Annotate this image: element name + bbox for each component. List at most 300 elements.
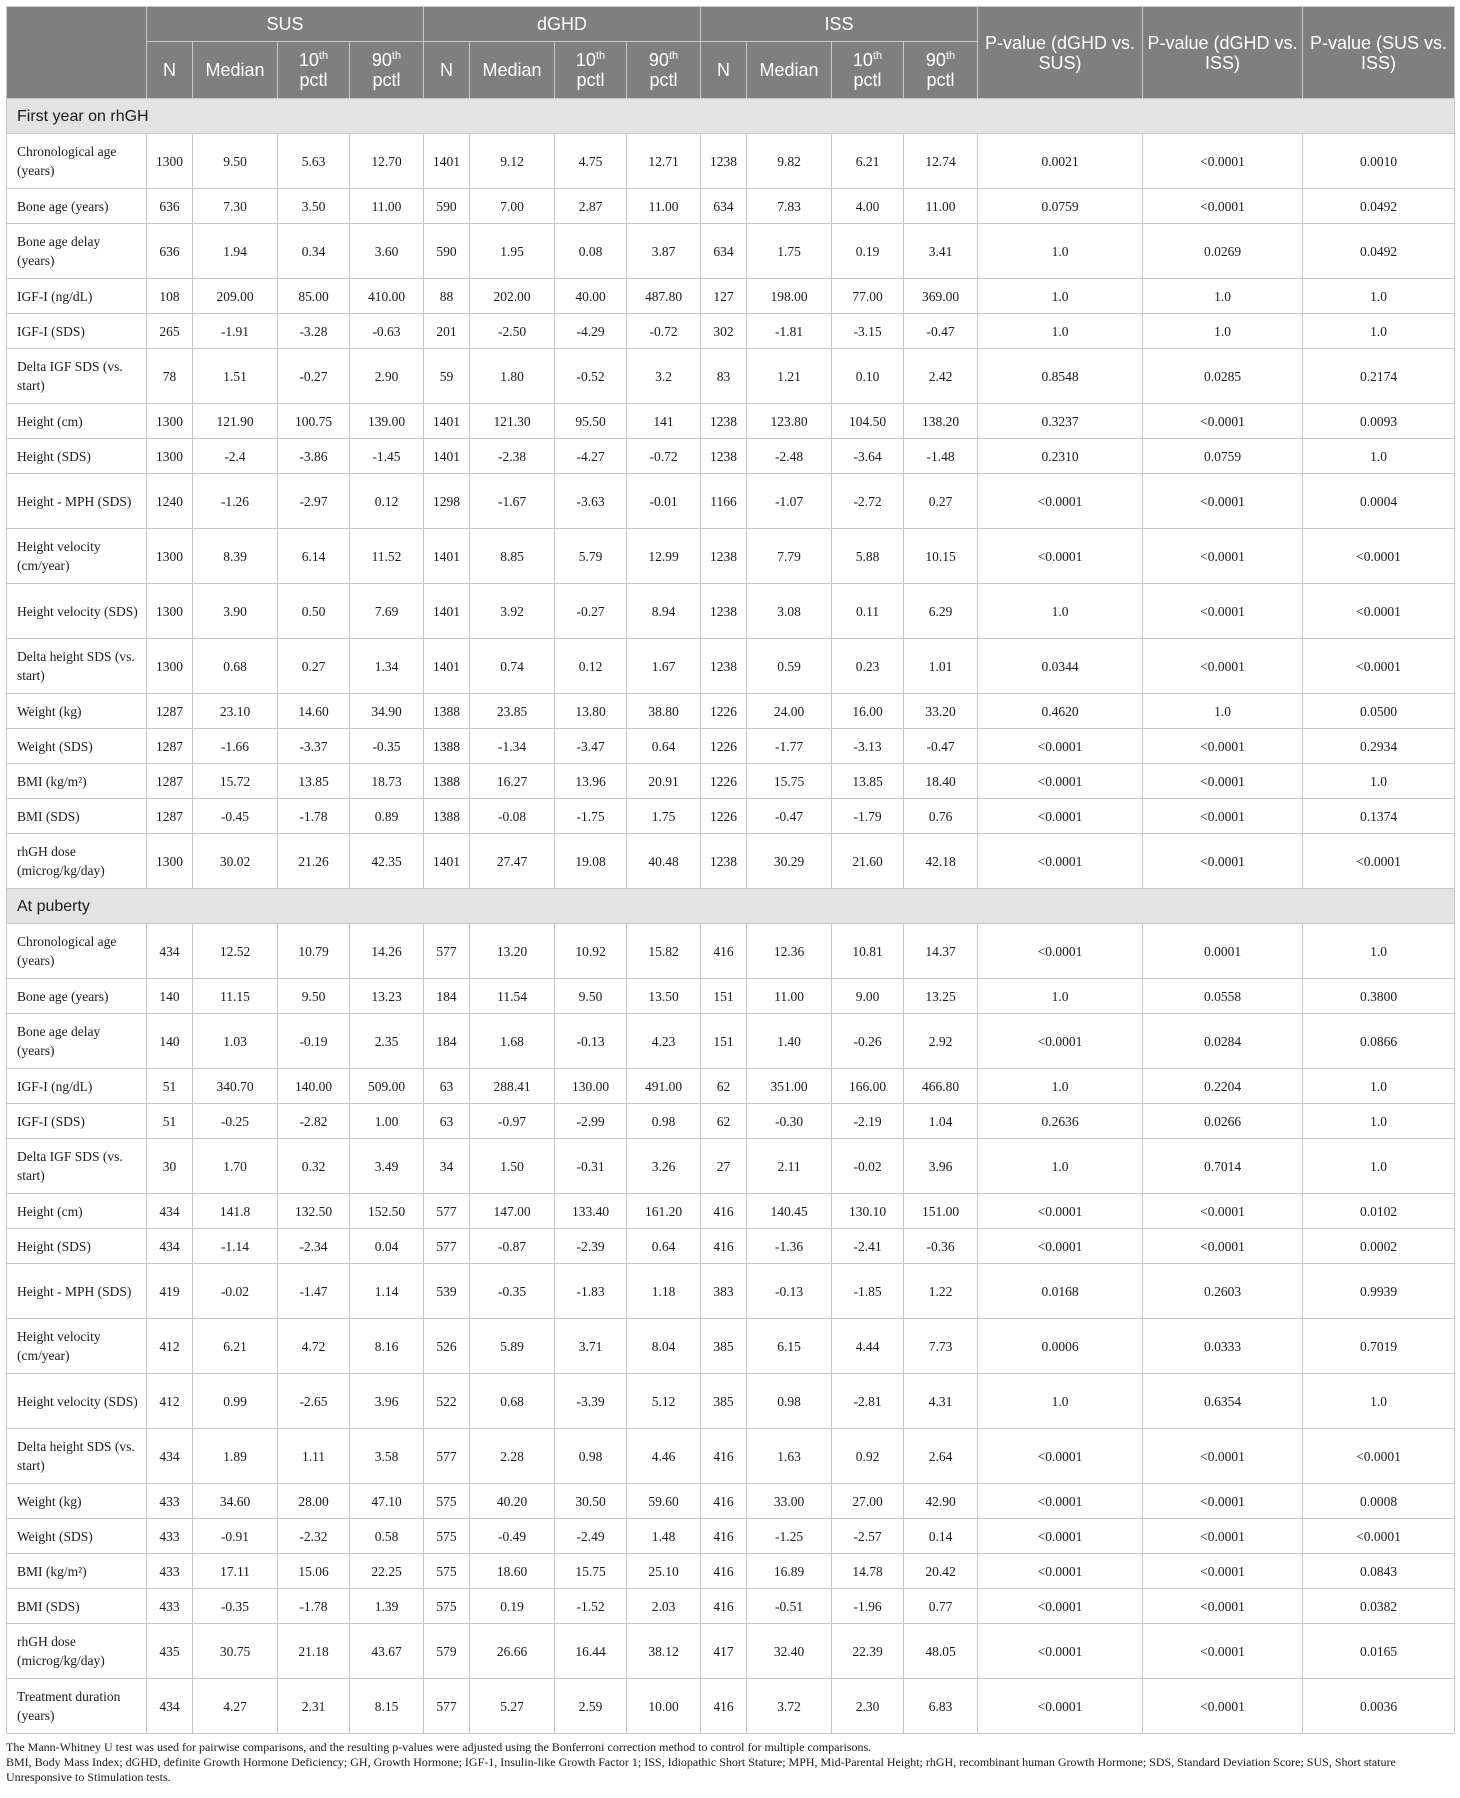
table-cell: 577 — [424, 1194, 470, 1229]
table-cell: 48.05 — [904, 1624, 978, 1679]
table-cell: -2.34 — [278, 1229, 350, 1264]
table-cell: 26.66 — [470, 1624, 555, 1679]
table-cell: 539 — [424, 1264, 470, 1319]
table-cell: 1.03 — [193, 1014, 278, 1069]
table-cell: <0.0001 — [978, 729, 1143, 764]
table-cell: 6.15 — [747, 1319, 832, 1374]
table-cell: 14.78 — [832, 1554, 904, 1589]
pvalue-header-sus-vs-iss: P-value (SUS vs. ISS) — [1303, 7, 1455, 99]
table-cell: 15.82 — [627, 924, 701, 979]
table-cell: 0.8548 — [978, 349, 1143, 404]
table-cell: 34.60 — [193, 1484, 278, 1519]
table-cell: -2.57 — [832, 1519, 904, 1554]
table-cell: 1.11 — [278, 1429, 350, 1484]
table-cell: 1388 — [424, 694, 470, 729]
table-cell: 18.73 — [350, 764, 424, 799]
table-cell: 15.72 — [193, 764, 278, 799]
table-cell: 0.64 — [627, 729, 701, 764]
table-cell: <0.0001 — [1143, 134, 1303, 189]
table-row — [7, 1589, 1455, 1624]
table-cell: 1.00 — [350, 1104, 424, 1139]
table-cell: 10.79 — [278, 924, 350, 979]
table-cell: 0.59 — [747, 639, 832, 694]
row-label: Delta height SDS (vs. start) — [7, 639, 147, 694]
table-cell: -3.13 — [832, 729, 904, 764]
row-label: Height (cm) — [7, 1194, 147, 1229]
table-cell: <0.0001 — [978, 1624, 1143, 1679]
row-label: Weight (SDS) — [7, 1519, 147, 1554]
table-row — [7, 694, 1455, 729]
table-cell: 3.92 — [470, 584, 555, 639]
table-cell: 1.22 — [904, 1264, 978, 1319]
row-label: BMI (kg/m²) — [7, 764, 147, 799]
table-cell: 3.49 — [350, 1139, 424, 1194]
table-cell: 3.50 — [278, 189, 350, 224]
row-label: Height (cm) — [7, 404, 147, 439]
table-cell: 1.0 — [1303, 764, 1455, 799]
row-label: Treatment duration (years) — [7, 1679, 147, 1734]
table-cell: 42.90 — [904, 1484, 978, 1519]
table-cell: 0.23 — [832, 639, 904, 694]
table-cell: 121.30 — [470, 404, 555, 439]
table-cell: -1.96 — [832, 1589, 904, 1624]
table-cell: 10.15 — [904, 529, 978, 584]
table-cell: 0.2934 — [1303, 729, 1455, 764]
table-cell: 1.0 — [1303, 1374, 1455, 1429]
table-cell: 4.23 — [627, 1014, 701, 1069]
table-cell: 12.70 — [350, 134, 424, 189]
table-cell: 11.52 — [350, 529, 424, 584]
table-cell: 1.01 — [904, 639, 978, 694]
table-cell: -0.01 — [627, 474, 701, 529]
table-cell: -1.77 — [747, 729, 832, 764]
row-label: IGF-I (SDS) — [7, 314, 147, 349]
table-cell: 526 — [424, 1319, 470, 1374]
table-cell: 1300 — [147, 639, 193, 694]
table-cell: -0.19 — [278, 1014, 350, 1069]
table-cell: 410.00 — [350, 279, 424, 314]
table-cell: 63 — [424, 1069, 470, 1104]
table-cell: 1238 — [701, 404, 747, 439]
table-cell: <0.0001 — [978, 1014, 1143, 1069]
table-cell: 32.40 — [747, 1624, 832, 1679]
table-cell: 3.71 — [555, 1319, 627, 1374]
table-cell: 1.50 — [470, 1139, 555, 1194]
table-cell: 4.00 — [832, 189, 904, 224]
table-cell: <0.0001 — [978, 1554, 1143, 1589]
table-cell: 85.00 — [278, 279, 350, 314]
table-cell: -0.31 — [555, 1139, 627, 1194]
table-cell: 83 — [701, 349, 747, 404]
table-cell: 577 — [424, 924, 470, 979]
table-cell: 416 — [701, 1194, 747, 1229]
table-cell: 3.72 — [747, 1679, 832, 1734]
table-cell: 0.19 — [470, 1589, 555, 1624]
table-cell: 12.52 — [193, 924, 278, 979]
table-cell: 1.95 — [470, 224, 555, 279]
table-cell: 8.39 — [193, 529, 278, 584]
table-cell: 433 — [147, 1589, 193, 1624]
table-cell: 40.48 — [627, 834, 701, 889]
table-cell: 12.99 — [627, 529, 701, 584]
table-row — [7, 729, 1455, 764]
table-cell: 491.00 — [627, 1069, 701, 1104]
table-cell: 0.99 — [193, 1374, 278, 1429]
table-cell: -0.91 — [193, 1519, 278, 1554]
table-cell: -1.78 — [278, 799, 350, 834]
table-cell: 1.0 — [1303, 1139, 1455, 1194]
table-cell: -2.82 — [278, 1104, 350, 1139]
table-cell: -0.27 — [555, 584, 627, 639]
table-cell: 23.85 — [470, 694, 555, 729]
table-cell: 51 — [147, 1069, 193, 1104]
table-cell: 0.0010 — [1303, 134, 1455, 189]
table-cell: 0.98 — [747, 1374, 832, 1429]
table-cell: 62 — [701, 1069, 747, 1104]
table-cell: 0.08 — [555, 224, 627, 279]
table-cell: -1.78 — [278, 1589, 350, 1624]
table-cell: 40.00 — [555, 279, 627, 314]
table-cell: 38.12 — [627, 1624, 701, 1679]
table-cell: 0.98 — [627, 1104, 701, 1139]
table-cell: -3.37 — [278, 729, 350, 764]
table-cell: 21.26 — [278, 834, 350, 889]
table-cell: 13.96 — [555, 764, 627, 799]
table-cell: 2.90 — [350, 349, 424, 404]
table-row — [7, 279, 1455, 314]
table-cell: 10.00 — [627, 1679, 701, 1734]
table-cell: 1300 — [147, 134, 193, 189]
table-cell: 1388 — [424, 764, 470, 799]
table-cell: 17.11 — [193, 1554, 278, 1589]
table-cell: 30 — [147, 1139, 193, 1194]
table-cell: 0.0269 — [1143, 224, 1303, 279]
table-cell: 16.89 — [747, 1554, 832, 1589]
table-cell: 0.0001 — [1143, 924, 1303, 979]
table-cell: 0.0866 — [1303, 1014, 1455, 1069]
table-cell: -1.45 — [350, 439, 424, 474]
table-cell: 0.0002 — [1303, 1229, 1455, 1264]
table-cell: 1.0 — [978, 584, 1143, 639]
table-cell: 14.26 — [350, 924, 424, 979]
table-cell: <0.0001 — [978, 1484, 1143, 1519]
row-label: Bone age delay (years) — [7, 1014, 147, 1069]
table-cell: -2.97 — [278, 474, 350, 529]
table-cell: <0.0001 — [1143, 189, 1303, 224]
table-cell: 412 — [147, 1319, 193, 1374]
table-cell: 0.0093 — [1303, 404, 1455, 439]
table-cell: 1.89 — [193, 1429, 278, 1484]
table-cell: 0.6354 — [1143, 1374, 1303, 1429]
table-cell: 433 — [147, 1484, 193, 1519]
table-cell: <0.0001 — [978, 529, 1143, 584]
table-cell: 1300 — [147, 584, 193, 639]
table-cell: 0.1374 — [1303, 799, 1455, 834]
table-cell: 434 — [147, 1194, 193, 1229]
table-cell: 487.80 — [627, 279, 701, 314]
table-cell: 140 — [147, 979, 193, 1014]
table-cell: 16.44 — [555, 1624, 627, 1679]
table-cell: 0.2636 — [978, 1104, 1143, 1139]
table-cell: 1287 — [147, 799, 193, 834]
table-cell: -0.36 — [904, 1229, 978, 1264]
table-cell: <0.0001 — [1143, 764, 1303, 799]
table-cell: <0.0001 — [978, 1194, 1143, 1229]
table-cell: 0.0036 — [1303, 1679, 1455, 1734]
table-cell: 0.14 — [904, 1519, 978, 1554]
table-cell: 340.70 — [193, 1069, 278, 1104]
table-cell: 13.85 — [278, 764, 350, 799]
table-cell: 1401 — [424, 529, 470, 584]
table-cell: 1226 — [701, 764, 747, 799]
table-cell: 19.08 — [555, 834, 627, 889]
table-cell: 1.48 — [627, 1519, 701, 1554]
group-header-dghd: dGHD — [424, 7, 701, 42]
table-cell: 5.89 — [470, 1319, 555, 1374]
table-cell: -1.14 — [193, 1229, 278, 1264]
table-cell: 416 — [701, 1229, 747, 1264]
table-cell: 385 — [701, 1374, 747, 1429]
table-cell: 127 — [701, 279, 747, 314]
table-cell: 0.0382 — [1303, 1589, 1455, 1624]
table-cell: 1238 — [701, 439, 747, 474]
table-row — [7, 584, 1455, 639]
table-cell: 20.91 — [627, 764, 701, 799]
table-cell: 13.23 — [350, 979, 424, 1014]
table-cell: 147.00 — [470, 1194, 555, 1229]
table-cell: -0.72 — [627, 439, 701, 474]
table-cell: 108 — [147, 279, 193, 314]
table-row — [7, 1554, 1455, 1589]
table-cell: 522 — [424, 1374, 470, 1429]
table-cell: -2.81 — [832, 1374, 904, 1429]
table-cell: 1.68 — [470, 1014, 555, 1069]
table-cell: 1166 — [701, 474, 747, 529]
table-cell: 1.70 — [193, 1139, 278, 1194]
table-cell: 0.2204 — [1143, 1069, 1303, 1104]
table-cell: 21.60 — [832, 834, 904, 889]
table-row — [7, 474, 1455, 529]
table-cell: -3.39 — [555, 1374, 627, 1429]
table-cell: <0.0001 — [978, 924, 1143, 979]
table-cell: 8.85 — [470, 529, 555, 584]
table-cell: 8.16 — [350, 1319, 424, 1374]
table-cell: 152.50 — [350, 1194, 424, 1229]
table-cell: -1.52 — [555, 1589, 627, 1624]
row-label: Bone age (years) — [7, 979, 147, 1014]
table-cell: 7.83 — [747, 189, 832, 224]
table-cell: 18.40 — [904, 764, 978, 799]
table-cell: -1.66 — [193, 729, 278, 764]
table-cell: 7.79 — [747, 529, 832, 584]
table-cell: 140.45 — [747, 1194, 832, 1229]
table-cell: 0.0102 — [1303, 1194, 1455, 1229]
table-cell: 434 — [147, 924, 193, 979]
table-cell: 9.50 — [193, 134, 278, 189]
row-label: Height - MPH (SDS) — [7, 474, 147, 529]
table-cell: 10.81 — [832, 924, 904, 979]
table-cell: -0.52 — [555, 349, 627, 404]
table-cell: 1238 — [701, 584, 747, 639]
table-cell: 88 — [424, 279, 470, 314]
table-cell: 14.60 — [278, 694, 350, 729]
table-cell: 4.72 — [278, 1319, 350, 1374]
table-cell: 123.80 — [747, 404, 832, 439]
table-cell: -3.15 — [832, 314, 904, 349]
table-cell: -1.81 — [747, 314, 832, 349]
table-cell: -2.19 — [832, 1104, 904, 1139]
table-cell: -0.13 — [747, 1264, 832, 1319]
table-cell: -3.63 — [555, 474, 627, 529]
row-label: IGF-I (ng/dL) — [7, 279, 147, 314]
table-cell: 3.41 — [904, 224, 978, 279]
table-cell: -0.47 — [747, 799, 832, 834]
table-cell: 0.0284 — [1143, 1014, 1303, 1069]
table-cell: 383 — [701, 1264, 747, 1319]
table-cell: 0.3237 — [978, 404, 1143, 439]
table-cell: 1.0 — [978, 1069, 1143, 1104]
table-cell: 0.04 — [350, 1229, 424, 1264]
table-cell: 1.14 — [350, 1264, 424, 1319]
table-cell: -0.35 — [193, 1589, 278, 1624]
table-row — [7, 1194, 1455, 1229]
table-cell: 13.25 — [904, 979, 978, 1014]
table-cell: <0.0001 — [1143, 1429, 1303, 1484]
table-cell: 1.0 — [978, 224, 1143, 279]
table-cell: 4.46 — [627, 1429, 701, 1484]
table-header — [7, 7, 1455, 99]
row-label: IGF-I (SDS) — [7, 1104, 147, 1139]
table-row — [7, 1429, 1455, 1484]
table-cell: -1.48 — [904, 439, 978, 474]
section-title: First year on rhGH — [7, 99, 1455, 134]
subheader-n-dghd: N — [424, 42, 470, 99]
table-cell: -0.72 — [627, 314, 701, 349]
table-cell: 0.0492 — [1303, 224, 1455, 279]
table-cell: 16.27 — [470, 764, 555, 799]
table-cell: 130.10 — [832, 1194, 904, 1229]
table-cell: 1300 — [147, 834, 193, 889]
header-corner — [7, 7, 147, 99]
table-cell: <0.0001 — [1143, 404, 1303, 439]
table-cell: 141 — [627, 404, 701, 439]
table-cell: 0.58 — [350, 1519, 424, 1554]
table-cell: 24.00 — [747, 694, 832, 729]
pvalue-header-dghd-vs-sus: P-value (dGHD vs. SUS) — [978, 7, 1143, 99]
table-cell: 1238 — [701, 134, 747, 189]
table-cell: 22.25 — [350, 1554, 424, 1589]
table-cell: <0.0001 — [1143, 1519, 1303, 1554]
table-cell: 1.0 — [1303, 439, 1455, 474]
subheader-p10-iss: 10th pctl — [832, 42, 904, 99]
table-cell: 0.2603 — [1143, 1264, 1303, 1319]
table-cell: 13.80 — [555, 694, 627, 729]
table-cell: 1.0 — [1303, 1069, 1455, 1104]
table-cell: 1.75 — [627, 799, 701, 834]
table-row — [7, 764, 1455, 799]
table-row — [7, 1679, 1455, 1734]
table-cell: -0.08 — [470, 799, 555, 834]
table-cell: 0.19 — [832, 224, 904, 279]
subheader-p90-iss: 90th pctl — [904, 42, 978, 99]
subheader-p90-dghd: 90th pctl — [627, 42, 701, 99]
table-cell: 42.18 — [904, 834, 978, 889]
table-cell: 5.63 — [278, 134, 350, 189]
pvalue-header-dghd-vs-iss: P-value (dGHD vs. ISS) — [1143, 7, 1303, 99]
row-label: BMI (SDS) — [7, 799, 147, 834]
table-cell: 590 — [424, 189, 470, 224]
table-cell: <0.0001 — [1143, 474, 1303, 529]
table-cell: 416 — [701, 1519, 747, 1554]
table-cell: <0.0001 — [978, 1679, 1143, 1734]
table-cell: 575 — [424, 1484, 470, 1519]
table-cell: 0.74 — [470, 639, 555, 694]
table-cell: 1300 — [147, 404, 193, 439]
table-cell: 0.34 — [278, 224, 350, 279]
table-cell: 27.00 — [832, 1484, 904, 1519]
table-cell: 1.0 — [1143, 279, 1303, 314]
table-cell: 2.35 — [350, 1014, 424, 1069]
table-cell: 77.00 — [832, 279, 904, 314]
table-cell: 1401 — [424, 404, 470, 439]
table-cell: 133.40 — [555, 1194, 627, 1229]
table-cell: -3.64 — [832, 439, 904, 474]
table-cell: 434 — [147, 1679, 193, 1734]
row-label: Chronological age (years) — [7, 134, 147, 189]
table-cell: 40.20 — [470, 1484, 555, 1519]
table-cell: 95.50 — [555, 404, 627, 439]
table-cell: 198.00 — [747, 279, 832, 314]
subheader-median-dghd: Median — [470, 42, 555, 99]
table-cell: 4.44 — [832, 1319, 904, 1374]
table-cell: 435 — [147, 1624, 193, 1679]
table-row — [7, 1374, 1455, 1429]
table-cell: 0.4620 — [978, 694, 1143, 729]
table-cell: -1.26 — [193, 474, 278, 529]
table-cell: 1.18 — [627, 1264, 701, 1319]
table-cell: -1.91 — [193, 314, 278, 349]
table-cell: 1240 — [147, 474, 193, 529]
table-cell: -0.02 — [193, 1264, 278, 1319]
table-cell: 59 — [424, 349, 470, 404]
table-cell: 1.0 — [978, 1139, 1143, 1194]
table-cell: 11.00 — [350, 189, 424, 224]
table-row — [7, 529, 1455, 584]
row-label: Weight (kg) — [7, 694, 147, 729]
table-cell: -3.47 — [555, 729, 627, 764]
table-cell: 0.2310 — [978, 439, 1143, 474]
table-cell: 0.98 — [555, 1429, 627, 1484]
table-cell: 5.88 — [832, 529, 904, 584]
table-row — [7, 1484, 1455, 1519]
table-cell: <0.0001 — [1143, 1589, 1303, 1624]
row-label: Weight (kg) — [7, 1484, 147, 1519]
table-cell: 140 — [147, 1014, 193, 1069]
table-cell: -3.28 — [278, 314, 350, 349]
table-cell: 161.20 — [627, 1194, 701, 1229]
table-cell: 6.14 — [278, 529, 350, 584]
table-cell: <0.0001 — [1143, 1554, 1303, 1589]
table-cell: 0.27 — [904, 474, 978, 529]
table-cell: 0.0333 — [1143, 1319, 1303, 1374]
table-cell: -0.35 — [350, 729, 424, 764]
table-cell: 18.60 — [470, 1554, 555, 1589]
row-label: Height (SDS) — [7, 1229, 147, 1264]
section-header-row — [7, 99, 1455, 134]
table-cell: 1.0 — [978, 979, 1143, 1014]
table-cell: 15.75 — [747, 764, 832, 799]
table-cell: 3.08 — [747, 584, 832, 639]
